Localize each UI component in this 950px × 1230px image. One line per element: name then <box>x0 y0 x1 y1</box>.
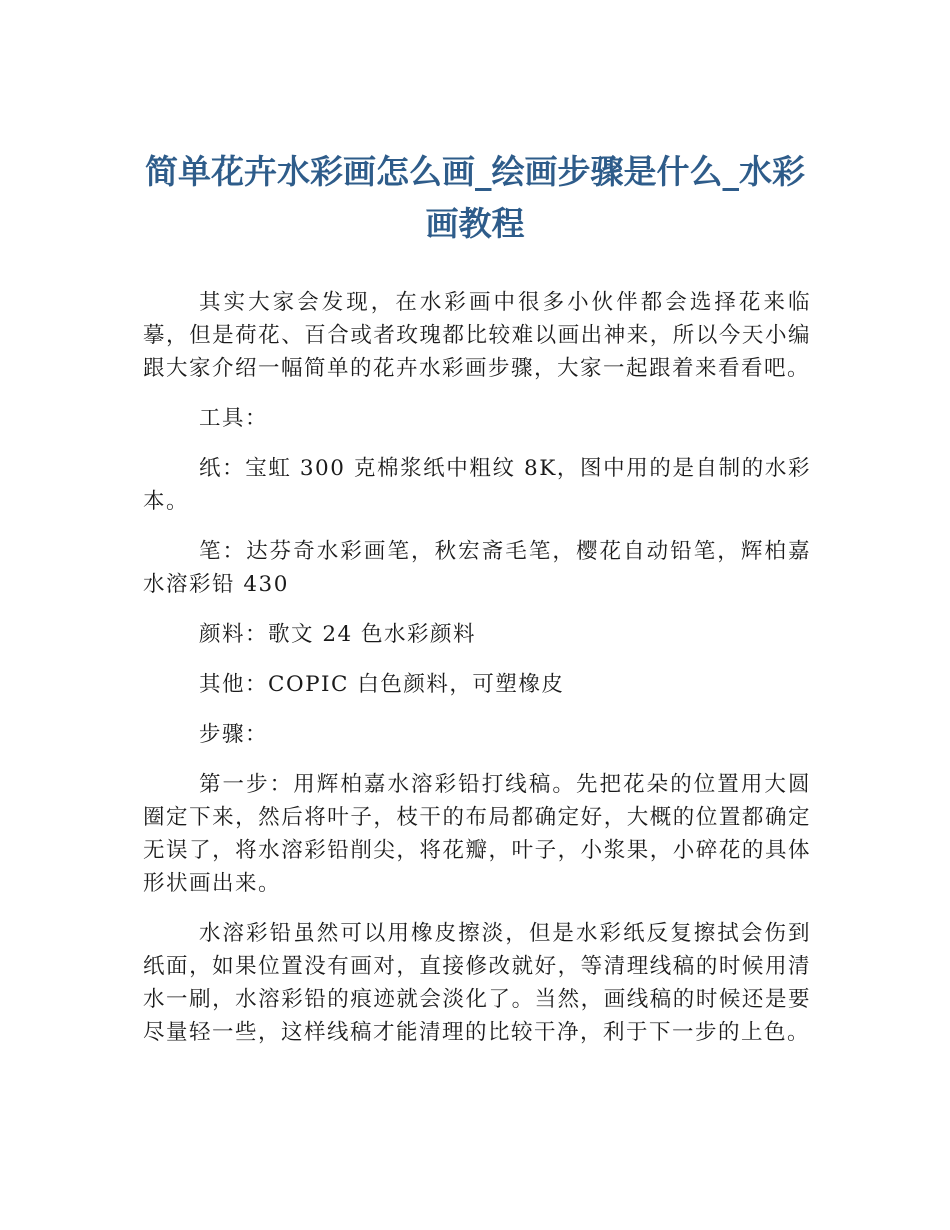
paragraph-paints: 颜料：歌文 24 色水彩颜料 <box>199 622 477 647</box>
paragraph-paper: 纸：宝虹 300 克棉浆纸中粗纹 8K，图中用的是自制的水彩本。 <box>143 456 811 514</box>
paragraph-brushes: 笔：达芬奇水彩画笔，秋宏斋毛笔，樱花自动铅笔，辉柏嘉水溶彩铅 430 <box>143 539 811 597</box>
paragraph-intro: 其实大家会发现，在水彩画中很多小伙伴都会选择花来临摹，但是荷花、百合或者玫瑰都比较难以画出神来，所以今天小编跟大家介绍一幅简单的花卉水彩画步骤，大家一起跟着来看看吧。 <box>143 290 811 381</box>
document-title: 简单花卉水彩画怎么画_绘画步骤是什么_水彩画教程 <box>145 152 805 243</box>
paragraph-steps-heading: 步骤： <box>199 722 269 747</box>
paragraph-other: 其他：COPIC 白色颜料，可塑橡皮 <box>199 672 565 697</box>
document-body <box>143 286 811 1066</box>
paragraph-pencil-note: 水溶彩铅虽然可以用橡皮擦淡，但是水彩纸反复擦拭会伤到纸面，如果位置没有画对，直接修改就好，等清理线稿的时候用清水一刷，水溶彩铅的痕迹就会淡化了。当然，画线稿的时候还是要尽量轻一些，这样线稿才能清理的比较干净，利于下一步的上色。 <box>143 921 811 1045</box>
paragraph-tools-heading: 工具： <box>199 406 269 431</box>
paragraph-step-one: 第一步：用辉柏嘉水溶彩铅打线稿。先把花朵的位置用大圆圈定下来，然后将叶子，枝干的布局都确定好，大概的位置都确定无误了，将水溶彩铅削尖，将花瓣，叶子，小浆果，小碎花的具体形状画出来。 <box>143 772 811 896</box>
